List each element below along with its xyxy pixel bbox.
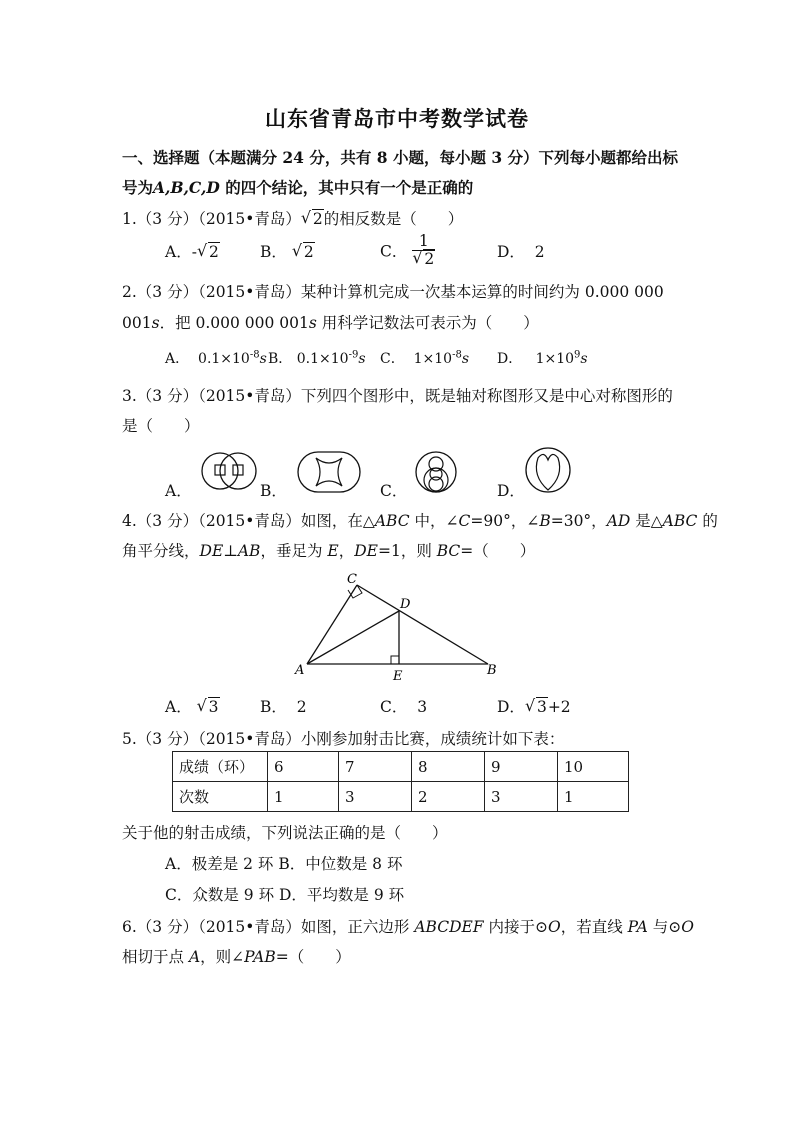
q1-prefix: 1.（3 分）（2015•青岛） xyxy=(122,210,301,228)
q2-l2-b: ．把 0.000 000 001 xyxy=(159,314,309,332)
q2-a-exp: -8 xyxy=(249,349,260,361)
table-cell: 10 xyxy=(558,752,629,782)
q1-c-numerator: 1 xyxy=(412,233,435,251)
q2-d-base: 1×10 xyxy=(535,351,575,367)
q4-l1-abc2: ABC xyxy=(662,512,698,530)
q6-l1-prefix: 6.（3 分）（2015•青岛）如图，正六边形 xyxy=(122,918,415,936)
q4-l2-perp: ⊥ xyxy=(223,542,238,560)
q2-line1: 2.（3 分）（2015•青岛）某种计算机完成一次基本运算的时间约为 0.000 000 xyxy=(122,283,664,301)
q3-b-star xyxy=(316,458,342,486)
q4-l1-c: C xyxy=(458,512,471,530)
q2-option-a[interactable] xyxy=(165,348,267,368)
q3-b-label: B． xyxy=(260,482,287,500)
q6-l2-prefix: 相切于点 xyxy=(122,948,189,966)
q4-option-b[interactable] xyxy=(260,695,307,717)
q4-l2-e: E xyxy=(327,542,339,560)
q3-d-label: D． xyxy=(497,482,525,500)
q3-figure-d xyxy=(524,446,572,494)
q3-b-outer xyxy=(298,452,360,492)
q6-l1-o2: O xyxy=(681,918,695,936)
q3-c-label: C． xyxy=(380,482,408,500)
q2-option-c[interactable] xyxy=(380,348,469,368)
section-suffix: 的四个结论，其中只有一个是正确的 xyxy=(219,178,474,197)
q4-l2-mid2: ， xyxy=(338,542,355,560)
q1-suffix: 的相反数是（ ） xyxy=(323,210,464,228)
q2-c-base: 1×10 xyxy=(413,351,453,367)
table-cell: 8 xyxy=(412,752,485,782)
q4-l2-ab: AB xyxy=(237,542,261,560)
q2-option-b[interactable] xyxy=(268,348,366,368)
q4-l1-abc: ABC xyxy=(374,512,410,530)
q3-c-small-circle-top xyxy=(429,457,443,471)
q2-c-label: C． xyxy=(380,351,405,367)
q4-label-a: A xyxy=(295,663,305,678)
q1-c-radicand: 2 xyxy=(424,250,435,268)
q2-d-exp: 9 xyxy=(574,349,581,361)
q1-c-fraction xyxy=(412,233,435,268)
table-cell: 成绩（环） xyxy=(173,752,268,782)
q3-c-outer-circle xyxy=(416,452,456,492)
q2-l2-s2: s xyxy=(308,314,317,332)
q4-l1-mid1: 中，∠ xyxy=(409,512,459,530)
q4-side-ac xyxy=(307,585,357,664)
q3-d-outer-circle xyxy=(526,448,570,492)
q4-c-value: 3 xyxy=(417,698,428,716)
q4-l2-end: =（ ） xyxy=(460,542,536,560)
q6-l2-mid: ，则∠ xyxy=(200,948,245,966)
q1-b-radicand: 2 xyxy=(303,243,314,261)
q6-l1-pa: PA xyxy=(627,918,648,936)
q4-b-value: 2 xyxy=(296,698,307,716)
section-prefix: 号为 xyxy=(122,178,154,197)
q3-c-small-circle-bottom xyxy=(429,477,443,491)
q4-d-radicand: 3 xyxy=(536,698,547,716)
q4-label-e: E xyxy=(393,669,403,684)
q6-l1-o: O xyxy=(548,918,561,936)
q2-a-label: A． xyxy=(165,351,190,367)
q4-l2-mid3: =1，则 xyxy=(377,542,437,560)
q5-options-cd[interactable]: C．众数是 9 环 D．平均数是 9 环 xyxy=(165,886,405,904)
q1-sqrt xyxy=(301,210,324,228)
q2-b-unit: s xyxy=(358,351,366,367)
q2-b-base: 0.1×10 xyxy=(296,351,349,367)
q1-stem xyxy=(122,207,463,229)
q3-option-c[interactable] xyxy=(380,479,407,501)
q4-l2-bc: BC xyxy=(436,542,461,560)
table-cell: 2 xyxy=(412,782,485,812)
table-cell: 6 xyxy=(268,752,339,782)
q4-right-angle-e xyxy=(391,656,399,664)
q3-option-a[interactable] xyxy=(165,479,192,501)
q4-option-c[interactable] xyxy=(380,695,427,717)
q4-option-d[interactable] xyxy=(497,695,571,717)
q1-option-c[interactable] xyxy=(380,233,435,268)
q2-a-unit: s xyxy=(259,351,267,367)
q4-l1-end: 的 xyxy=(697,512,718,530)
q2-c-unit: s xyxy=(461,351,470,367)
table-cell: 1 xyxy=(268,782,339,812)
q6-l1-abcdef: ABCDEF xyxy=(414,918,484,936)
q5-stem: 5.（3 分）（2015•青岛）小刚参加射击比赛，成绩统计如下表： xyxy=(122,730,565,748)
q3-option-d[interactable] xyxy=(497,479,525,501)
section-letters: A,B,C,D xyxy=(153,178,220,197)
q1-a-label: A．- xyxy=(165,243,197,261)
q3-a-label: A． xyxy=(165,482,192,500)
q4-l2-de2: DE xyxy=(354,542,378,560)
q2-d-label: D． xyxy=(497,351,523,367)
q3-figure-a xyxy=(198,448,262,494)
q3-figure-c xyxy=(414,450,460,496)
q4-l1-b: B xyxy=(539,512,551,530)
q4-c-label: C． xyxy=(380,698,408,716)
q4-triangle-figure xyxy=(290,570,510,684)
q5-after: 关于他的射击成绩，下列说法正确的是（ ） xyxy=(122,824,448,842)
q6-l1-mid2: ，若直线 xyxy=(560,918,628,936)
q4-l1-prefix: 4.（3 分）（2015•青岛）如图，在△ xyxy=(122,512,375,530)
q4-d-label: D． xyxy=(497,698,525,716)
page-title: 山东省青岛市中考数学试卷 xyxy=(265,106,529,131)
q1-c-denominator xyxy=(412,251,435,268)
q4-segment-ad xyxy=(307,611,399,664)
q5-score-table xyxy=(172,751,629,812)
q3-figure-b xyxy=(296,450,362,494)
q6-line1 xyxy=(122,915,694,937)
q4-a-radicand: 3 xyxy=(208,698,219,716)
q2-d-unit: s xyxy=(580,351,588,367)
q4-option-a[interactable] xyxy=(165,695,220,717)
q1-d-label: D． xyxy=(497,243,525,261)
q4-label-d: D xyxy=(400,597,411,612)
q2-a-base: 0.1×10 xyxy=(198,351,250,367)
q2-l2-a: 001 xyxy=(122,314,152,332)
table-cell: 7 xyxy=(339,752,412,782)
section-header-line2 xyxy=(122,176,473,198)
q1-radicand: 2 xyxy=(312,210,323,228)
q4-label-b: B xyxy=(487,663,497,678)
q2-b-exp: -9 xyxy=(348,349,359,361)
q4-l1-mid2: =90°，∠ xyxy=(470,512,540,530)
table-cell: 1 xyxy=(558,782,629,812)
table-row xyxy=(173,782,629,812)
table-cell: 9 xyxy=(485,752,558,782)
q4-l1-mid3: =30°， xyxy=(550,512,607,530)
q3-line1: 3.（3 分）（2015•青岛）下列四个图形中，既是轴对称图形又是中心对称图形的 xyxy=(122,387,673,405)
q4-d-sqrt xyxy=(525,698,548,716)
q6-l1-mid: 内接于⊙ xyxy=(483,918,549,936)
q4-line1 xyxy=(122,509,718,531)
table-cell: 次数 xyxy=(173,782,268,812)
q6-l2-pab: PAB xyxy=(244,948,276,966)
q4-l2-prefix: 角平分线， xyxy=(122,542,200,560)
q4-a-sqrt xyxy=(197,698,220,716)
q2-l2-s: s xyxy=(151,314,160,332)
q6-l2-a: A xyxy=(188,948,201,966)
q1-option-b[interactable] xyxy=(260,240,315,262)
table-cell: 3 xyxy=(485,782,558,812)
q3-line2: 是（ ） xyxy=(122,417,200,435)
q4-label-c: C xyxy=(347,572,357,587)
q1-option-d[interactable] xyxy=(497,240,545,262)
q4-l1-mid4: 是△ xyxy=(630,512,663,530)
table-row xyxy=(173,752,629,782)
q1-a-sqrt xyxy=(197,243,220,261)
q4-l1-ad: AD xyxy=(606,512,631,530)
q4-a-label: A． xyxy=(165,698,192,716)
q1-b-sqrt xyxy=(292,243,315,261)
q2-b-label: B． xyxy=(268,351,293,367)
q6-line2 xyxy=(122,945,351,967)
q5-options-ab[interactable]: A．极差是 2 环 B．中位数是 8 环 xyxy=(165,855,403,873)
q2-option-d[interactable] xyxy=(497,348,588,368)
q2-c-exp: -8 xyxy=(452,349,462,361)
q4-b-label: B． xyxy=(260,698,287,716)
q2-l2-c: 用科学记数法可表示为（ ） xyxy=(316,314,539,332)
q4-line2 xyxy=(122,539,535,561)
q4-d-suffix: +2 xyxy=(547,698,571,716)
q1-c-label: C． xyxy=(380,242,408,261)
q3-d-inner-shape xyxy=(536,454,559,490)
section-header-line1: 一、选择题（本题满分 24 分，共有 8 小题，每小题 3 分）下列每小题都给出标 xyxy=(122,148,679,167)
q6-l2-end: =（ ） xyxy=(275,948,351,966)
q1-b-label: B． xyxy=(260,243,287,261)
q1-c-sqrt xyxy=(412,251,435,268)
q1-d-value: 2 xyxy=(534,243,545,261)
q1-option-a[interactable] xyxy=(165,240,220,262)
q4-l2-de: DE xyxy=(199,542,224,560)
q1-a-radicand: 2 xyxy=(208,243,219,261)
q2-line2 xyxy=(122,311,539,333)
q6-l1-mid3: 与⊙ xyxy=(647,918,682,936)
q4-l2-mid: ，垂足为 xyxy=(260,542,328,560)
q3-option-b[interactable] xyxy=(260,479,287,501)
table-cell: 3 xyxy=(339,782,412,812)
